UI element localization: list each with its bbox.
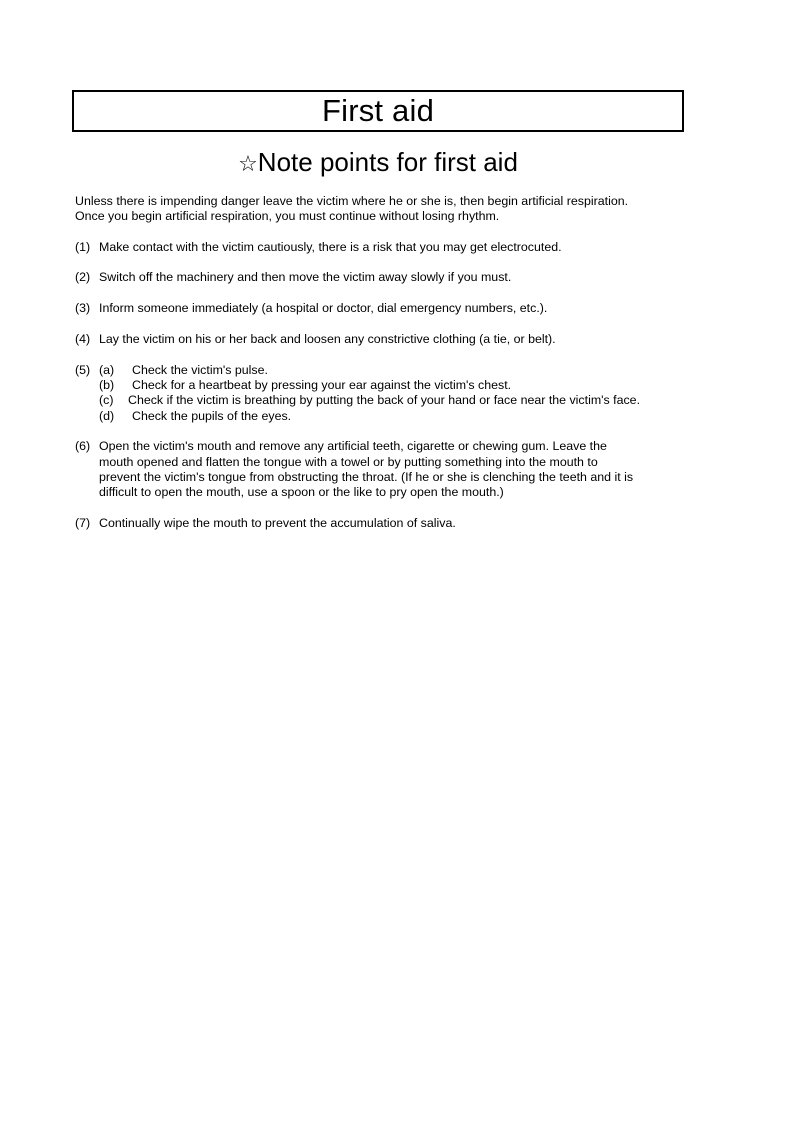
sub-item-letter: (d) (99, 408, 115, 423)
list-item-number: (7) (75, 516, 91, 531)
list-item-3 (75, 301, 695, 316)
sub-item-letter: (c) (99, 393, 114, 408)
sub-item-letter: (b) (99, 378, 115, 393)
sub-item-c (99, 393, 695, 408)
list-item-1 (75, 240, 695, 255)
list-item-text: Switch off the machinery and then move the victim away slowly if you must. (99, 270, 512, 285)
sub-item-b (99, 378, 695, 393)
list-item-6 (75, 439, 695, 500)
list-item-text: Make contact with the victim cautiously, there is a risk that you may get electrocuted. (99, 239, 562, 254)
section-heading-text: Note points for first aid (257, 147, 518, 177)
sub-item-text: Check the victim's pulse. (132, 362, 268, 377)
list-item-text: Open the victim's mouth and remove any artificial teeth, cigarette or chewing gum. Leave the (99, 439, 607, 454)
sub-item-text: Check if the victim is breathing by putting the back of your hand or face near the victim's face. (128, 393, 641, 408)
list-item-text: Lay the victim on his or her back and loosen any constrictive clothing (a tie, or belt). (99, 331, 556, 346)
sub-item-text: Check the pupils of the eyes. (132, 408, 292, 423)
document-body (75, 194, 695, 547)
list-item-text: mouth opened and flatten the tongue with a towel or by putting something into the mouth to (99, 454, 598, 469)
list-item-4 (75, 332, 695, 347)
section-heading (72, 146, 684, 181)
intro-paragraph (75, 194, 695, 225)
list-item-text: Continually wipe the mouth to prevent the accumulation of saliva. (99, 516, 456, 531)
list-item-text: Inform someone immediately (a hospital or doctor, dial emergency numbers, etc.). (99, 301, 548, 316)
sub-item-d (99, 409, 695, 424)
list-item-text: prevent the victim's tongue from obstructing the throat. (If he or she is clenching the teeth and it is (99, 470, 634, 485)
title-box (72, 90, 684, 132)
intro-line: Unless there is impending danger leave the victim where he or she is, then begin artificial respiration. (75, 194, 629, 208)
list-item-number: (6) (75, 439, 91, 454)
intro-line: Once you begin artificial respiration, you must continue without losing rhythm. (75, 209, 500, 224)
sub-item-letter: (a) (99, 362, 115, 377)
list-item-text: difficult to open the mouth, use a spoon or the like to pry open the mouth.) (99, 485, 504, 500)
list-item-number: (5) (75, 362, 91, 377)
list-item-number: (4) (75, 331, 91, 346)
list-item-2 (75, 270, 695, 285)
list-item-5 (75, 363, 695, 424)
page-title: First aid (321, 93, 435, 128)
sub-item-text: Check for a heartbeat by pressing your ear against the victim's chest. (132, 378, 512, 393)
list-item-number: (2) (75, 270, 91, 285)
sub-item-a (99, 363, 695, 378)
star-icon: ☆ (238, 152, 258, 177)
list-item-7 (75, 516, 695, 531)
list-item-number: (3) (75, 301, 91, 316)
list-item-number: (1) (75, 239, 91, 254)
